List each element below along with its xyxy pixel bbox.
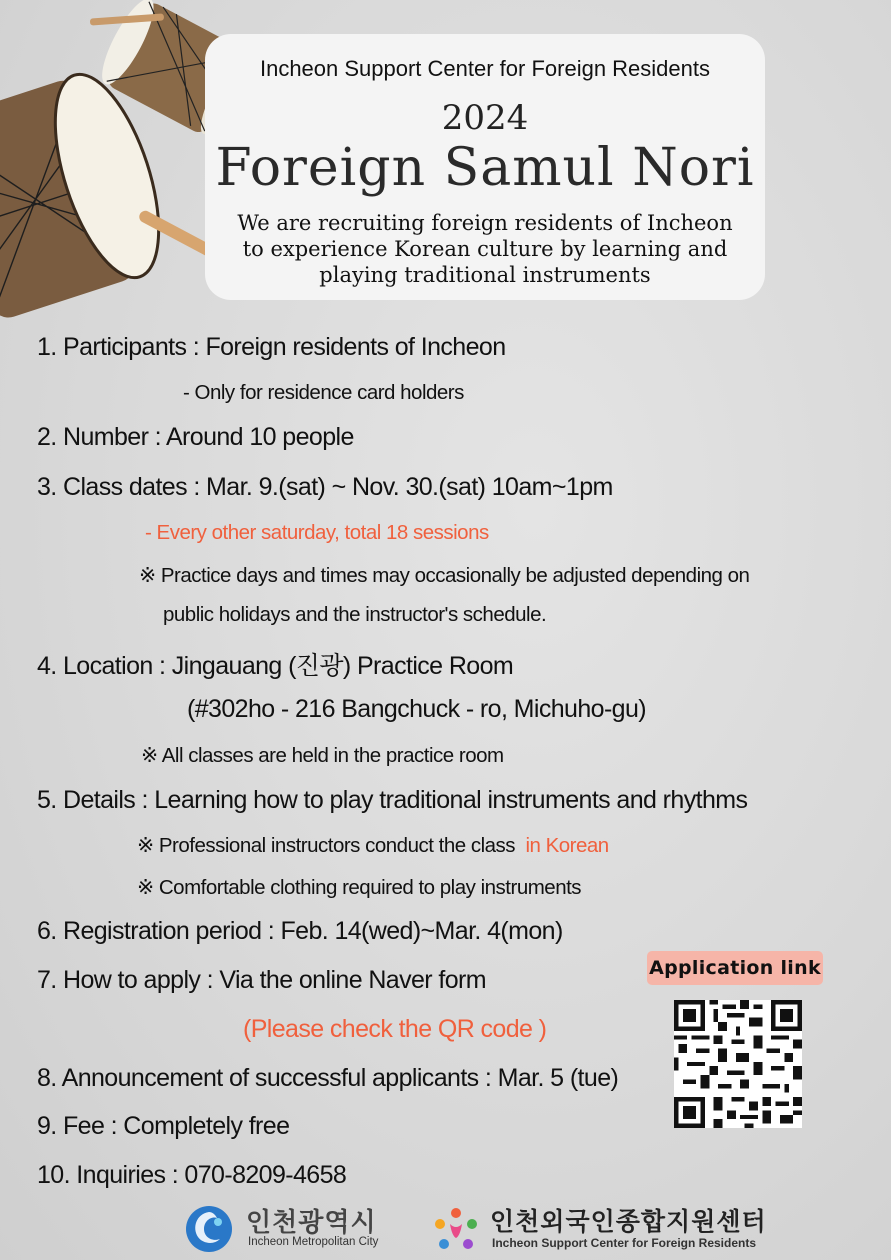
incheon-city-logo bbox=[184, 1200, 404, 1256]
clothing-note: ※ Comfortable clothing required to play instruments bbox=[137, 876, 582, 899]
location-address: (#302ho - 216 Bangchuck - ro, Michuho-gu) bbox=[187, 695, 647, 723]
incheon-city-emblem-icon bbox=[184, 1204, 234, 1254]
intro-line: We are recruiting foreign residents of Incheon bbox=[237, 211, 733, 235]
inquiries-item: 10. Inquiries : 070-8209-4658 bbox=[37, 1161, 347, 1189]
intro-line: to experience Korean culture by learning and bbox=[242, 237, 728, 261]
registration-item: 6. Registration period : Feb. 14(wed)~Mar. 4(mon) bbox=[37, 917, 563, 945]
program-year: 2024 bbox=[441, 98, 529, 138]
participants-note: - Only for residence card holders bbox=[183, 381, 464, 404]
apply-item: 7. How to apply : Via the online Naver form bbox=[37, 966, 486, 994]
sessions-note: - Every other saturday, total 18 sessions bbox=[145, 521, 489, 544]
program-title: Foreign Samul Nori bbox=[215, 138, 755, 198]
organization-name: Incheon Support Center for Foreign Residents bbox=[259, 56, 711, 81]
schedule-note-cont: public holidays and the instructor's schedule. bbox=[163, 603, 547, 626]
schedule-note: ※ Practice days and times may occasionally be adjusted depending on bbox=[139, 564, 750, 587]
incheon-city-name-ko: 인천광역시 bbox=[246, 1208, 377, 1238]
support-center-logo bbox=[430, 1200, 790, 1256]
janggu-drums-illustration bbox=[0, 0, 240, 320]
program-intro bbox=[215, 210, 755, 288]
header-card bbox=[205, 34, 765, 300]
location-note: ※ All classes are held in the practice room bbox=[141, 744, 504, 767]
incheon-city-name-en: Incheon Metropolitan City bbox=[248, 1236, 379, 1248]
number-item: 2. Number : Around 10 people bbox=[37, 423, 354, 451]
application-link-badge[interactable]: Application link bbox=[647, 951, 823, 985]
support-center-name-en: Incheon Support Center for Foreign Residents bbox=[492, 1236, 757, 1250]
participants-item: 1. Participants : Foreign residents of Incheon bbox=[37, 333, 506, 361]
class-dates-item: 3. Class dates : Mar. 9.(sat) ~ Nov. 30.(sat) 10am~1pm bbox=[37, 473, 613, 501]
qr-check-note: (Please check the QR code ) bbox=[243, 1015, 547, 1043]
support-center-name-ko: 인천외국인종합지원센터 bbox=[490, 1207, 767, 1236]
language-highlight: in Korean bbox=[525, 834, 609, 857]
details-item: 5. Details : Learning how to play traditional instruments and rhythms bbox=[37, 786, 748, 814]
location-item: 4. Location : Jingauang (진광) Practice Room bbox=[37, 652, 514, 680]
instructor-note bbox=[137, 833, 609, 858]
instructor-note-text: ※ Professional instructors conduct the class bbox=[137, 834, 516, 857]
intro-line: playing traditional instruments bbox=[319, 263, 651, 287]
fee-item: 9. Fee : Completely free bbox=[37, 1112, 290, 1140]
announcement-item: 8. Announcement of successful applicants : Mar. 5 (tue) bbox=[37, 1064, 619, 1092]
qr-code-icon[interactable] bbox=[674, 1000, 802, 1128]
support-center-emblem-icon bbox=[430, 1204, 482, 1254]
